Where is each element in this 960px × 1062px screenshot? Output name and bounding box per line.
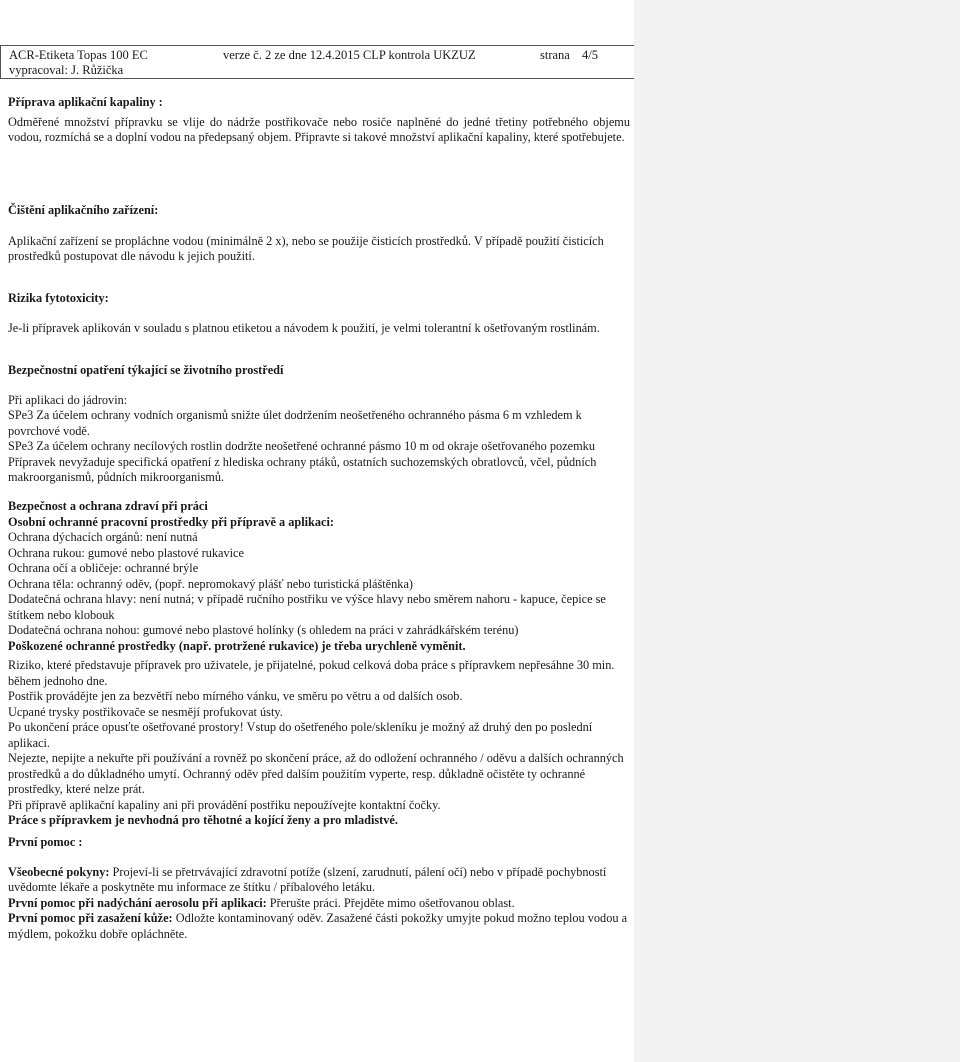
- text-line: Dodatečná ochrana hlavy: není nutná; v případě ručního postřiku ve výšce hlavy nebo směrem nahoru - kapuce, čepice se štítkem nebo klobouk: [8, 592, 606, 622]
- section-heading: První pomoc :: [8, 835, 83, 849]
- text-line: Přípravek nevyžaduje specifická opatření z hlediska ochrany ptáků, ostatních suchozemských obratlovců, včel, půdních makroorganismů, půdních mikroorganismů.: [8, 454, 597, 484]
- section-first-aid: [8, 835, 630, 942]
- text-line: Ochrana dýchacích orgánů: není nutná: [8, 530, 198, 544]
- text-line: Dodatečná ochrana nohou: gumové nebo plastové holínky (s ohledem na práci v zahrádkářském terénu): [8, 623, 519, 637]
- section-text: Aplikační zařízení se propláchne vodou (minimálně 2 x), nebo se použije čisticích prostředků. V případě použití čisticích prostředků postupovat dle návodu k jejich použití.: [8, 233, 604, 263]
- text-line: Riziko, které představuje přípravek pro uživatele, je přijatelné, pokud celková doba práce s přípravkem nepřesáhne 30 min. během jednoho dne.: [8, 658, 615, 688]
- warning-line: Poškozené ochranné prostředky (např. protržené rukavice) je třeba urychleně vyměnit.: [8, 638, 466, 653]
- page-label: strana: [540, 48, 570, 62]
- section-phytotoxicity: [8, 291, 630, 336]
- text-line: Ochrana těla: ochranný oděv, (popř. nepromokavý plášť nebo turistická pláštěnka): [8, 576, 413, 591]
- text-line: Ucpané trysky postřikovače se nesmějí profukovat ústy.: [8, 704, 283, 719]
- section-heading: Bezpečnost a ochrana zdraví při práci: [8, 499, 208, 513]
- first-aid-text: Přerušte práci. Přejděte mimo ošetřovanou oblast.: [266, 895, 515, 910]
- first-aid-label: První pomoc při nadýchání aerosolu při aplikaci:: [8, 895, 267, 910]
- first-aid-text: Odložte kontaminovaný oděv. Zasažené části pokožky umyjte pokud možno teplou vodou a mýdlem, pokožku dobře opláchněte.: [8, 911, 628, 941]
- section-preparation: [8, 95, 630, 146]
- section-safety: [8, 499, 630, 654]
- text-line: Ochrana rukou: gumové nebo plastové rukavice: [8, 545, 244, 560]
- text-line: Při aplikaci do jádrovin:: [8, 392, 128, 407]
- first-aid-label: První pomoc při zasažení kůže:: [8, 911, 173, 925]
- text-line: Nejezte, nepijte a nekuřte při používání a rovněž po skončení práce, až do odložení ochranného / oděvu a dalších ochranných prostředků a do důkladného umytí. Ochranný oděv před dalším použitím vyperte, resp. důkladně očistěte ty ochranné prostředky, které nelze prát.: [8, 751, 624, 796]
- document-author: vypracoval: J. Růžička: [9, 63, 124, 77]
- comment-margin: [634, 0, 960, 1062]
- first-aid-inhalation: [8, 896, 630, 912]
- text-line: Postřik provádějte jen za bezvětří nebo mírného vánku, ve směru po větru a od dalších osob.: [8, 689, 463, 703]
- section-heading: Rizika fytotoxicity:: [8, 291, 109, 305]
- section-text: Odměřené množství přípravku se vlije do nádrže postřikovače nebo rosiče naplněné do jedné třetiny potřebného objemu vodou, rozmíchá se a doplní vodou na předepsaný objem. Připravte si takové množství aplikační kapaliny, které spotřebujete.: [8, 114, 630, 144]
- section-heading: Čištění aplikačního zařízení:: [8, 203, 159, 217]
- section-text: Je-li přípravek aplikován v souladu s platnou etiketou a návodem k použití, je velmi tolerantní k ošetřovaným rostlinám.: [8, 320, 600, 335]
- section-heading: Bezpečnostní opatření týkající se životního prostředí: [8, 363, 284, 377]
- section-user-risk: [8, 658, 630, 829]
- document-header: [0, 45, 634, 79]
- text-line: Po ukončení práce opusťte ošetřované prostory! Vstup do ošetřeného pole/skleníku je možný až druhý den po poslední aplikaci.: [8, 720, 593, 750]
- document-version: verze č. 2 ze dne 12.4.2015 CLP kontrola UKZUZ: [223, 48, 476, 62]
- section-subheading: Osobní ochranné pracovní prostředky při přípravě a aplikaci:: [8, 514, 335, 529]
- first-aid-skin: [8, 911, 630, 942]
- first-aid-label: Všeobecné pokyny:: [8, 864, 110, 879]
- text-line: SPe3 Za účelem ochrany vodních organismů snižte úlet dodržením neošetřeného ochranného pásma 6 m vzhledem k povrchové vodě.: [8, 408, 582, 438]
- page-number: 4/5: [582, 48, 598, 62]
- first-aid-text: Projeví-li se přetrvávající zdravotní potíže (slzení, zarudnutí, pálení očí) nebo v případě pochybností uvědomte lékaře a poskytněte mu informace ze štítku / příbalového letáku.: [8, 864, 607, 894]
- first-aid-general: [8, 865, 630, 896]
- text-line: SPe3 Za účelem ochrany necílových rostlin dodržte neošetřené ochranné pásmo 10 m od okraje ošetřovaného pozemku: [8, 439, 595, 453]
- section-cleaning: [8, 203, 630, 265]
- text-line: Při přípravě aplikační kapaliny ani při provádění postřiku nepoužívejte kontaktní čočky.: [8, 797, 441, 812]
- section-heading: Příprava aplikační kapaliny :: [8, 95, 163, 109]
- document-name: ACR-Etiketa Topas 100 EC: [9, 48, 148, 62]
- warning-line: Práce s přípravkem je nevhodná pro těhotné a kojící ženy a pro mladistvé.: [8, 813, 398, 827]
- section-environment: [8, 363, 630, 486]
- text-line: Ochrana očí a obličeje: ochranné brýle: [8, 561, 199, 575]
